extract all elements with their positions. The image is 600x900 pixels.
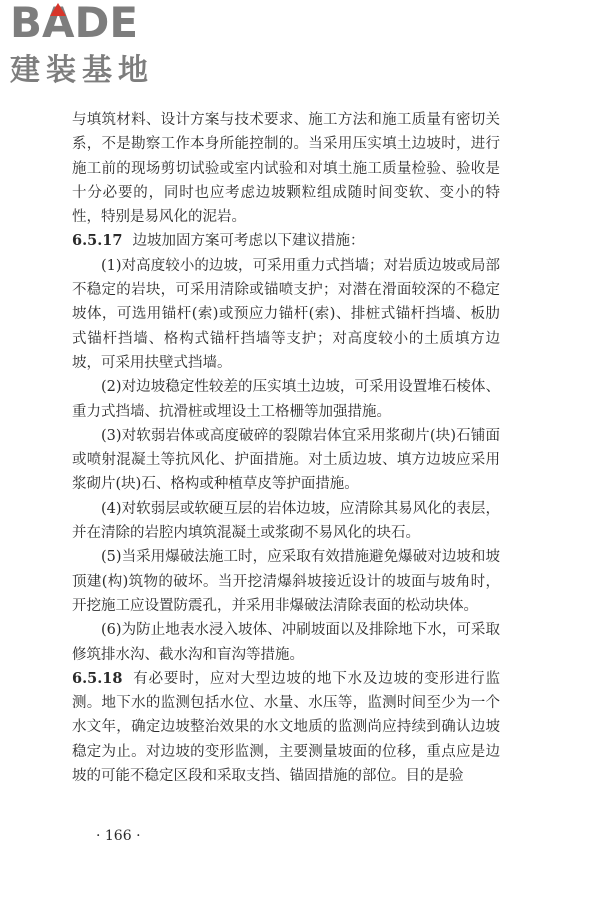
document-body xyxy=(72,108,500,788)
logo-letters-de: DE xyxy=(74,0,139,47)
clause-text: 有必要时，应对大型边坡的地下水及边坡的变形进行监测。地下水的监测包括水位、水量、水压等，监测时间至少为一个水文年，确定边坡整治效果的水文地质的监测尚应持续到确认边坡稳定为止。对边坡的变形监测，主要测量坡面的位移，重点应是边坡的可能不稳定区段和采取支挡、锚固措施的部位。目的是验 xyxy=(72,670,500,785)
clause-6-5-18 xyxy=(72,667,500,788)
logo-letter-b: B xyxy=(10,0,43,47)
list-item-1: (1)对高度较小的边坡，可采用重力式挡墙；对岩质边坡或局部不稳定的岩块，可采用清除或锚喷支护；对潜在滑面较深的不稳定坡体，可选用锚杆(索)或预应力锚杆(索)、排桩式锚杆挡墙、板肋式锚杆挡墙、格构式锚杆挡墙等支护；对高度较小的土质填方边坡，可采用扶壁式挡墙。 xyxy=(72,257,500,371)
brand-logo xyxy=(10,0,175,90)
clause-number: 6.5.17 xyxy=(72,232,123,250)
logo-subtitle: 建装基地 xyxy=(10,53,154,88)
logo-red-triangle-icon xyxy=(50,3,66,16)
page-number: · 166 · xyxy=(96,828,141,844)
list-item-3: (3)对软弱岩体或高度破碎的裂隙岩体宜采用浆砌片(块)石铺面或喷射混凝土等抗风化、护面措施。对土质边坡、填方边坡应采用浆砌片(块)石、格构或种植草皮等护面措施。 xyxy=(72,427,500,493)
paragraph-continuation: 与填筑材料、设计方案与技术要求、施工方法和施工质量有密切关系，不是勘察工作本身所能控制的。当采用压实填土边坡时，进行施工前的现场剪切试验或室内试验和对填土施工质量检验、验收是十分必要的，同时也应考虑边坡颗粒组成随时间变软、变小的特性，特别是易风化的泥岩。 xyxy=(72,112,500,226)
clause-6-5-17 xyxy=(72,229,500,253)
list-item-5: (5)当采用爆破法施工时，应采取有效措施避免爆破对边坡和坡顶建(构)筑物的破坏。当开挖清爆斜坡接近设计的坡面与坡角时，开挖施工应设置防震孔，并采用非爆破法清除表面的松动块体。 xyxy=(72,549,500,614)
list-item-4: (4)对软弱层或软硬互层的岩体边坡，应清除其易风化的表层，并在清除的岩腔内填筑混凝土或浆砌不易风化的块石。 xyxy=(72,500,500,542)
list-item-6: (6)为防止地表水浸入坡体、冲刷坡面以及排除地下水，可采取修筑排水沟、截水沟和盲沟等措施。 xyxy=(72,622,500,663)
logo-wordmark xyxy=(10,0,175,46)
list-item-2: (2)对边坡稳定性较差的压实填土边坡，可采用设置堆石棱体、重力式挡墙、抗滑桩或埋设土工格栅等加强措施。 xyxy=(72,379,500,420)
logo-letter-a: A xyxy=(42,0,75,47)
clause-text: 边坡加固方案可考虑以下建议措施： xyxy=(132,233,365,250)
clause-number: 6.5.18 xyxy=(72,669,123,687)
